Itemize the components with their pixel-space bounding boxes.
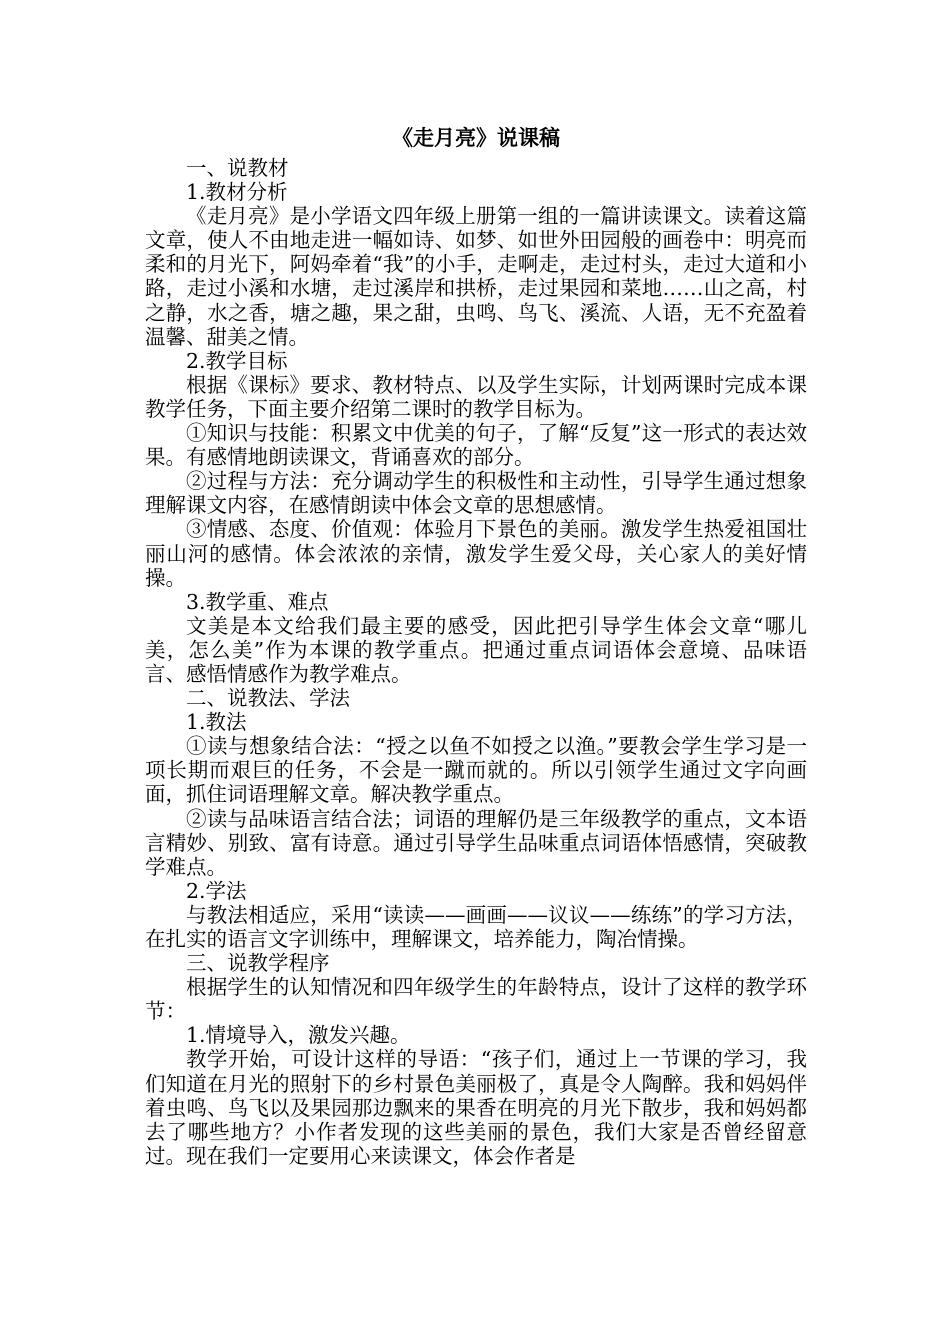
section-heading: 一、说教材	[186, 156, 289, 180]
paragraph: 根据《课标》要求、教材特点、以及学生实际，计划两课时完成本课教学任务，下面主要介绍第二课时的教学目标为。	[145, 372, 807, 421]
section-heading: 三、说教学程序	[186, 951, 330, 976]
paragraph: 与教法相适应，采用“读读——画画——议议——练练”的学习方法，在扎实的语言文字训练中，理解课文，培养能力，陶冶情操。	[145, 902, 807, 951]
subsection-heading: 3.教学重、难点	[186, 589, 329, 614]
document-title: 《走月亮》说课稿	[392, 125, 560, 150]
paragraph: 文美是本文给我们最主要的感受，因此把引导学生体会文章“哪儿美，怎么美”作为本课的教学重点。把通过重点词语体会意境、品味语言、感悟情感作为教学难点。	[145, 613, 807, 686]
paragraph: ②读与品味语言结合法；词语的理解仍是三年级教学的重点，文本语言精妙、别致、富有诗意。通过引导学生品味重点词语体悟感情，突破教学难点。	[145, 806, 807, 879]
paragraph: 《走月亮》是小学语文四年级上册第一组的一篇讲读课文。读着这篇文章，使人不由地走进一幅如诗、如梦、如世外田园般的画卷中：明亮而柔和的月光下，阿妈牵着“我”的小手，走啊走，走过村头，走过大道和小路，走过小溪和水塘，走过溪岸和拱桥，走过果园和菜地……山之高，村之静，水之香，塘之趣，果之甜，虫鸣、鸟飞、溪流、人语，无不充盈着温馨、甜美之情。	[145, 204, 807, 349]
paragraph: ①知识与技能：积累文中优美的句子，了解“反复”这一形式的表达效果。有感情地朗读课文，背诵喜欢的部分。	[145, 421, 807, 470]
document-body	[145, 120, 807, 1168]
paragraph: ①读与想象结合法：“授之以鱼不如授之以渔。”要教会学生学习是一项长期而艰巨的任务，不会是一蹴而就的。所以引领学生通过文字向画面，抓住词语理解文章。解决教学重点。	[145, 734, 807, 807]
paragraph: 教学开始，可设计这样的导语：“孩子们，通过上一节课的学习，我们知道在月光的照射下的乡村景色美丽极了，真是令人陶醉。我和妈妈伴着虫鸣、鸟飞以及果园那边飘来的果香在明亮的月光下散步，我和妈妈都去了哪些地方？小作者发现的这些美丽的景色，我们大家是否曾经留意过。现在我们一定要用心来读课文，体会作者是	[145, 1047, 807, 1168]
subsection-heading: 2.教学目标	[186, 348, 288, 373]
subsection-heading: 1.情境导入，激发兴趣。	[186, 1023, 411, 1048]
subsection-heading: 1.教法	[186, 710, 247, 735]
paragraph: 根据学生的认知情况和四年级学生的年龄特点，设计了这样的教学环节：	[145, 975, 807, 1024]
section-heading: 二、说教法、学法	[186, 686, 350, 711]
paragraph: ②过程与方法：充分调动学生的积极性和主动性，引导学生通过想象理解课文内容，在感情朗读中体会文章的思想感情。	[145, 469, 807, 518]
subsection-heading: 1.教材分析	[186, 180, 288, 205]
paragraph: ③情感、态度、价值观：体验月下景色的美丽。激发学生热爱祖国壮丽山河的感情。体会浓浓的亲情，激发学生爱父母，关心家人的美好情操。	[145, 517, 807, 590]
subsection-heading: 2.学法	[186, 878, 247, 903]
